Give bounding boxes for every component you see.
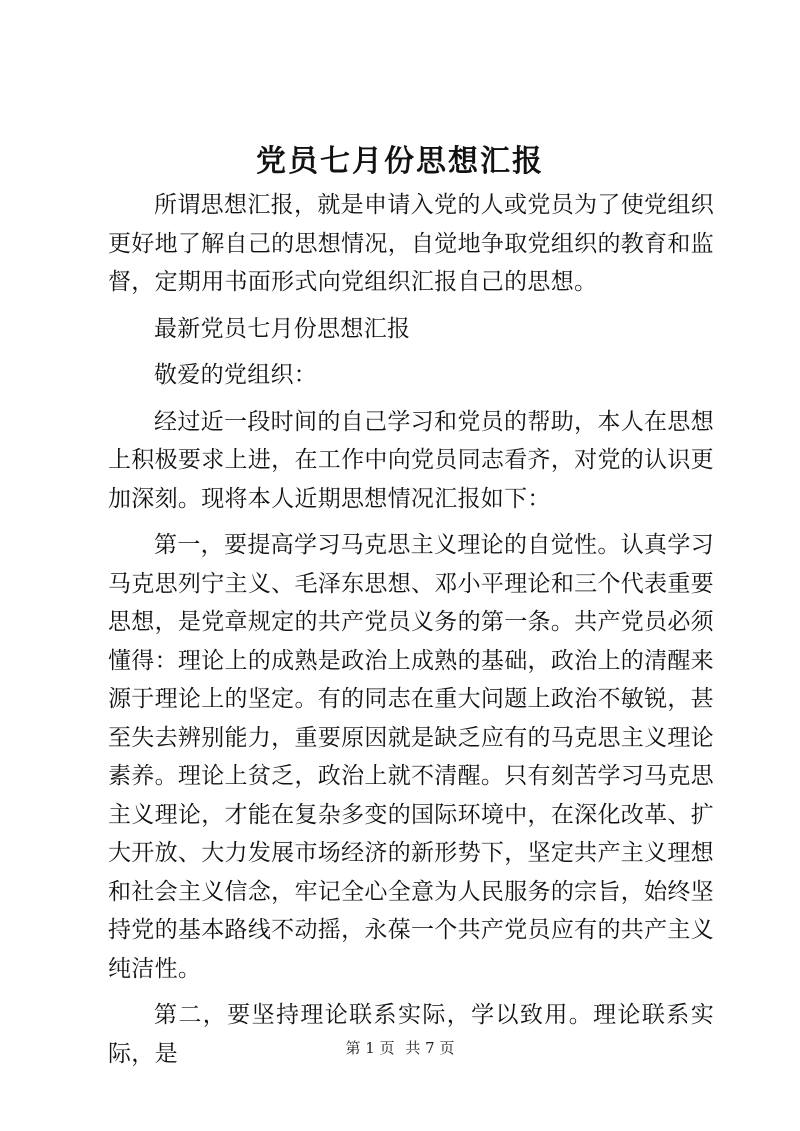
salutation-paragraph: 敬爱的党组织： [154, 362, 318, 388]
page-number: 第 1 页 [345, 1039, 395, 1057]
point-one-paragraph: 第一，要提高学习马克思主义理论的自觉性。认真学习马克思列宁主义、毛泽东思想、邓小平理论和三个代表重要思想，是党章规定的共产党员义务的第一条。共产党员必须懂得：理论上的成熟是政治上成熟的基础，政治上的清醒来源于理论上的坚定。有的同志在重大问题上政治不敏锐，甚至失去辨别能力，重要原因就是缺乏应有的马克思主义理论素养。理论上贫乏，政治上就不清醒。只有刻苦学习马克思主义理论，才能在复杂多变的国际环境中，在深化改革、扩大开放、大力发展市场经济的新形势下，坚定共产主义理想和社会主义信念，牢记全心全意为人民服务的宗旨，始终坚持党的基本路线不动摇，永葆一个共产党员应有的共产主义纯洁性。 [108, 532, 714, 982]
intro-paragraph: 所谓思想汇报，就是申请入党的人或党员为了使党组织更好地了解自己的思想情况，自觉地争取党组织的教育和监督，定期用书面形式向党组织汇报自己的思想。 [108, 192, 714, 295]
point-two-paragraph: 第二，要坚持理论联系实际，学以致用。理论联系实际，是 [108, 1002, 714, 1067]
subtitle-paragraph: 最新党员七月份思想汇报 [154, 315, 411, 342]
document-title: 党员七月份思想汇报 [256, 144, 544, 179]
opening-paragraph: 经过近一段时间的自己学习和党员的帮助，本人在思想上积极要求上进，在工作中向党员同志看齐，对党的认识更加深刻。现将本人近期思想情况汇报如下： [108, 408, 714, 512]
document-body [108, 186, 714, 1081]
page-total: 共 7 页 [405, 1039, 455, 1057]
page-footer [0, 1038, 800, 1058]
